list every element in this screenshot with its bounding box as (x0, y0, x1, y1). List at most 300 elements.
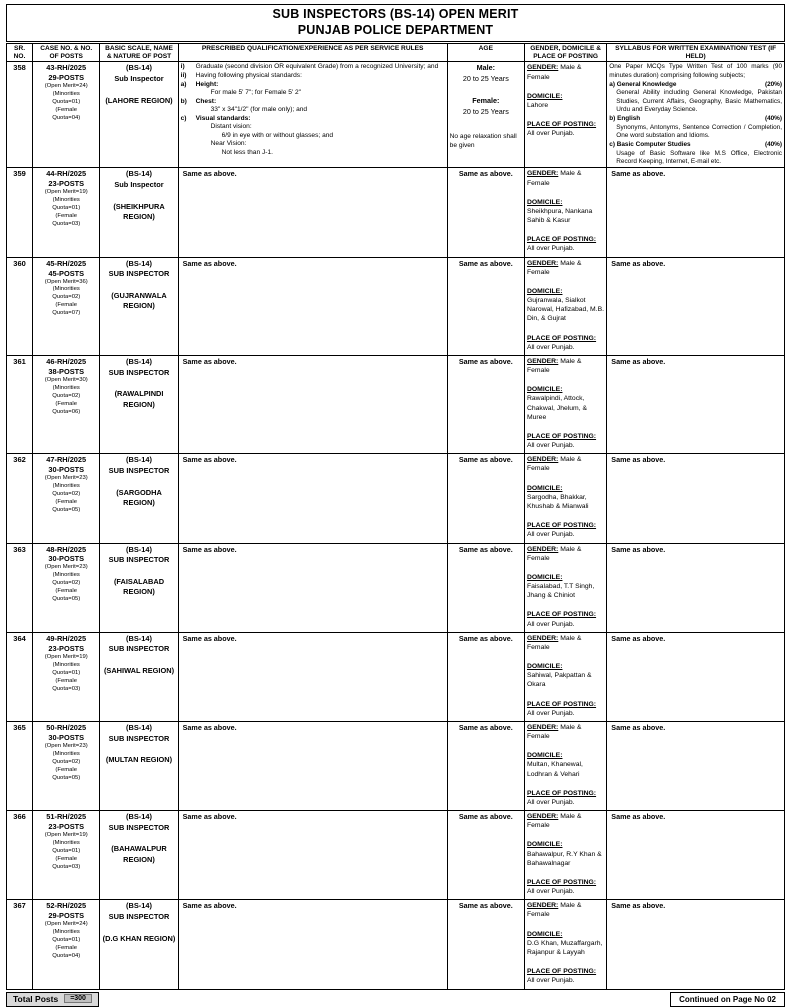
post-name: SUB INSPECTOR (108, 269, 170, 279)
cell-gender-domicile-posting (524, 168, 606, 257)
cell-gender-domicile-posting (524, 543, 606, 632)
cell-gender-domicile-posting (524, 355, 606, 453)
age-relaxation-note: No age relaxation shall be given (449, 133, 517, 149)
total-posts-label: Total Posts (13, 993, 59, 1004)
syllabus-intro: One Paper MCQs Type Written Test of 100 marks (90 minutes duration) comprising following subjects; (609, 63, 782, 79)
spacer (527, 326, 604, 334)
posting-label: PLACE OF POSTING: (526, 968, 597, 976)
quota-line: (Female (55, 766, 78, 773)
quota-line: (Minorities (52, 840, 80, 847)
cell-qualification: Same as above. (178, 900, 447, 989)
syllabus-marker: c) (609, 141, 615, 149)
post-name: SUB INSPECTOR (108, 912, 170, 922)
gender-value: Male & Female (526, 357, 582, 375)
case-number: 47-RH/2025 (46, 455, 87, 465)
quota-line: Quota=02) (52, 580, 81, 587)
total-posts-box (6, 992, 99, 1007)
syllabus-percent: (20%) (764, 81, 782, 89)
quota-line: (Open Merit=30) (44, 376, 88, 383)
spacer (527, 279, 604, 287)
syllabus-item-b (609, 115, 782, 123)
cell-sr: 363 (7, 543, 33, 632)
quota-line: (Minorities (52, 483, 80, 490)
cell-age: Same as above. (447, 454, 524, 543)
cell-age: Same as above. (447, 168, 524, 257)
cell-age: Same as above. (447, 543, 524, 632)
gender-label: GENDER: (526, 259, 559, 267)
posting-value: All over Punjab. (526, 130, 575, 138)
spacer (527, 565, 604, 573)
syllabus-detail-b: Synonyms, Antonyms, Sentence Correction / Completion, One word substation and Idioms. (616, 123, 782, 140)
cell-sr: 362 (7, 454, 33, 543)
cell-age: Same as above. (447, 355, 524, 453)
age-male-value: 20 to 25 Years (462, 74, 509, 84)
cell-case (33, 811, 100, 900)
domicile-label: DOMICILE: (526, 92, 563, 100)
posting-value: All over Punjab. (526, 531, 575, 539)
cell-gender-domicile-posting (524, 632, 606, 721)
continued-note: Continued on Page No 02 (670, 992, 785, 1007)
domicile-label: DOMICILE: (526, 841, 563, 849)
region-name: (BAHAWALPUR REGION) (111, 844, 167, 865)
posting-value: All over Punjab. (526, 343, 575, 351)
cell-case (33, 257, 100, 355)
case-number: 48-RH/2025 (46, 544, 87, 554)
cell-syllabus: Same as above. (607, 355, 785, 453)
cell-case (33, 900, 100, 989)
quota-line: (Female (55, 855, 78, 862)
quota-line: (Open Merit=24) (44, 921, 88, 928)
cell-age: Same as above. (447, 632, 524, 721)
table-row (7, 168, 785, 257)
quota-line: Quota=07) (52, 310, 81, 317)
cell-qualification: Same as above. (178, 543, 447, 632)
quota-line: Quota=04) (52, 115, 81, 122)
cell-case (33, 632, 100, 721)
cell-gender-domicile-posting (524, 62, 606, 168)
cell-age: Same as above. (447, 900, 524, 989)
quota-line: (Open Merit=23) (44, 475, 88, 482)
cell-scale (100, 721, 178, 810)
qual-marker: ii) (180, 71, 187, 79)
post-name: SUB INSPECTOR (108, 466, 170, 476)
quota-line: (Female (55, 302, 78, 309)
posting-label: PLACE OF POSTING: (526, 432, 597, 440)
page-title (6, 4, 785, 42)
case-number: 51-RH/2025 (46, 812, 87, 822)
cell-scale (100, 811, 178, 900)
header-age: AGE (447, 44, 524, 62)
quota-line: Quota=01) (52, 937, 81, 944)
qual-text: Graduate (second division OR equivalent Grade) from a recognized University; and (195, 63, 439, 71)
post-count: 29-POSTS (48, 73, 85, 83)
basic-scale: (BS-14) (126, 812, 152, 822)
basic-scale: (BS-14) (126, 544, 152, 554)
post-name: SUB INSPECTOR (108, 555, 170, 565)
posting-value: All over Punjab. (526, 798, 575, 806)
domicile-value: Sheikhpura, Nankana Sahib & Kasur (526, 207, 593, 225)
cell-qualification: Same as above. (178, 355, 447, 453)
domicile-value: Faisalabad, T.T Singh, Jhang & Chiniot (526, 583, 595, 600)
basic-scale: (BS-14) (126, 258, 152, 268)
cell-gender-domicile-posting (524, 900, 606, 989)
quota-line: (Female (55, 588, 78, 595)
syllabus-item-a (609, 81, 782, 89)
spacer (527, 513, 604, 521)
syllabus-title: Basic Computer Studies (616, 141, 691, 149)
region-name: (D.G KHAN REGION) (102, 933, 176, 943)
quota-line: Quota=01) (52, 99, 81, 106)
page-footer (6, 992, 785, 1007)
cell-qualification (178, 62, 447, 168)
spacer (527, 922, 604, 930)
syllabus-percent: (40%) (764, 141, 782, 149)
cell-scale (100, 900, 178, 989)
title-line-2: PUNJAB POLICE DEPARTMENT (297, 22, 494, 37)
case-number: 50-RH/2025 (46, 722, 87, 732)
region-name: (SAHIWAL REGION) (103, 665, 175, 675)
gender-value: Male & Female (526, 634, 582, 651)
cell-syllabus (607, 62, 785, 168)
cell-gender-domicile-posting (524, 454, 606, 543)
cell-qualification: Same as above. (178, 257, 447, 355)
region-name: (LAHORE REGION) (105, 95, 173, 105)
region-name: (RAWALPINDI REGION) (114, 389, 164, 409)
quota-line: Quota=04) (52, 953, 81, 960)
spacer (527, 692, 604, 700)
table-header (7, 44, 785, 62)
spacer (527, 959, 604, 967)
quota-line: (Open Merit=24) (44, 83, 88, 90)
cell-case (33, 454, 100, 543)
cell-case (33, 62, 100, 168)
cell-sr: 358 (7, 62, 33, 168)
basic-scale: (BS-14) (126, 63, 152, 73)
cell-syllabus: Same as above. (607, 168, 785, 257)
header-qualification: PRESCRIBED QUALIFICATION/EXPERIENCE AS PER SERVICE RULES (178, 44, 447, 62)
quota-line: Quota=01) (52, 848, 81, 855)
basic-scale: (BS-14) (126, 356, 152, 366)
quota-line: Quota=02) (52, 758, 81, 765)
case-number: 43-RH/2025 (46, 63, 87, 73)
gender-value: Male & Female (526, 545, 582, 562)
header-scale: BASIC SCALE, NAME & NATURE OF POST (100, 44, 178, 62)
table-row (7, 632, 785, 721)
gender-label: GENDER: (526, 723, 559, 731)
domicile-value: Sargodha, Bhakkar, Khushab & Mianwali (526, 493, 589, 510)
domicile-value: D.G Khan, Muzaffargarh, Rajanpur & Layyah (526, 939, 603, 956)
cell-syllabus: Same as above. (607, 543, 785, 632)
gender-value: Male & Female (526, 259, 582, 276)
cell-gender-domicile-posting (524, 257, 606, 355)
age-male-label: Male: (476, 63, 495, 73)
cell-syllabus: Same as above. (607, 721, 785, 810)
spacer (527, 112, 604, 120)
syllabus-title: English (617, 115, 641, 123)
post-count: 23-POSTS (48, 179, 85, 189)
quota-line: Quota=01) (52, 669, 81, 676)
qual-marker: a) (180, 80, 187, 88)
spacer (527, 190, 604, 198)
cell-syllabus: Same as above. (607, 900, 785, 989)
gender-label: GENDER: (526, 902, 559, 910)
quota-line: Quota=05) (52, 774, 81, 781)
qual-vision-distant-value: 6/9 in eye with or without glasses; and (221, 131, 334, 139)
gender-label: GENDER: (526, 456, 559, 464)
cell-scale (100, 632, 178, 721)
gender-label: GENDER: (526, 813, 559, 821)
posting-label: PLACE OF POSTING: (526, 700, 597, 708)
cell-scale (100, 257, 178, 355)
cell-scale (100, 454, 178, 543)
case-number: 52-RH/2025 (46, 901, 87, 911)
domicile-label: DOMICILE: (526, 386, 563, 394)
post-name: SUB INSPECTOR (108, 644, 170, 654)
spacer (527, 870, 604, 878)
cell-age: Same as above. (447, 721, 524, 810)
cell-age (447, 62, 524, 168)
total-posts-value: =300 (64, 994, 92, 1003)
syllabus-percent: (40%) (764, 115, 782, 123)
quota-line: Quota=02) (52, 491, 81, 498)
spacer (527, 781, 604, 789)
qual-item-a (181, 81, 445, 98)
table-row (7, 355, 785, 453)
gender-label: GENDER: (526, 545, 559, 553)
quota-line: (Minorities (52, 384, 80, 391)
quota-line: (Minorities (52, 572, 80, 579)
quota-line: Quota=02) (52, 294, 81, 301)
quota-line: (Open Merit=23) (44, 742, 88, 749)
spacer (527, 84, 604, 92)
region-name: (FAISALABAD REGION) (113, 576, 165, 597)
cell-sr: 367 (7, 900, 33, 989)
basic-scale: (BS-14) (126, 169, 152, 179)
domicile-label: DOMICILE: (526, 663, 563, 671)
post-name: SUB INSPECTOR (108, 733, 170, 743)
post-count: 38-POSTS (48, 366, 85, 376)
quota-line: (Female (55, 107, 78, 114)
spacer (527, 832, 604, 840)
qual-text: For male 5' 7"; for Female 5' 2" (210, 89, 302, 97)
basic-scale: (BS-14) (126, 901, 152, 911)
case-number: 44-RH/2025 (46, 169, 87, 179)
age-female-value: 20 to 25 Years (462, 106, 509, 116)
qual-item-ii (181, 72, 445, 81)
posting-value: All over Punjab. (526, 620, 575, 628)
cell-gender-domicile-posting (524, 811, 606, 900)
spacer (527, 602, 604, 610)
cell-qualification: Same as above. (178, 168, 447, 257)
qual-vision-distant: Distant vision: (210, 123, 252, 131)
quota-line: Quota=01) (52, 205, 81, 212)
post-count: 23-POSTS (48, 643, 85, 653)
post-name: Sub Inspector (114, 180, 164, 190)
quota-line: Quota=05) (52, 596, 81, 603)
cell-sr: 359 (7, 168, 33, 257)
cell-qualification: Same as above. (178, 811, 447, 900)
domicile-label: DOMICILE: (526, 573, 563, 581)
quota-line: Quota=06) (52, 408, 81, 415)
basic-scale: (BS-14) (126, 455, 152, 465)
gender-value: Male & Female (526, 902, 582, 919)
cell-syllabus: Same as above. (607, 811, 785, 900)
table-row (7, 454, 785, 543)
table-row (7, 257, 785, 355)
spacer (527, 654, 604, 662)
posting-label: PLACE OF POSTING: (526, 334, 597, 342)
gender-value: Male & Female (526, 813, 582, 830)
header-gender: GENDER, DOMICILE & PLACE OF POSTING (524, 44, 606, 62)
posting-value: All over Punjab. (526, 709, 575, 717)
quota-line: (Female (55, 677, 78, 684)
posting-value: All over Punjab. (526, 888, 575, 896)
spacer (527, 424, 604, 432)
quota-line: (Minorities (52, 286, 80, 293)
cell-scale (100, 62, 178, 168)
cell-age: Same as above. (447, 811, 524, 900)
region-name: (MULTAN REGION) (105, 755, 173, 765)
post-count: 45-POSTS (48, 268, 85, 278)
cell-qualification: Same as above. (178, 632, 447, 721)
quota-line: Quota=03) (52, 221, 81, 228)
posting-label: PLACE OF POSTING: (526, 121, 597, 129)
quota-line: Quota=05) (52, 507, 81, 514)
gender-value: Male & Female (526, 723, 582, 741)
post-name: Sub Inspector (114, 74, 164, 84)
cell-scale (100, 355, 178, 453)
quota-line: (Female (55, 213, 78, 220)
domicile-label: DOMICILE: (526, 484, 563, 492)
region-name: (SHEIKHPURA REGION) (113, 201, 165, 222)
cell-case (33, 721, 100, 810)
quota-line: (Open Merit=36) (44, 278, 88, 285)
region-name: (SARGODHA REGION) (116, 487, 162, 508)
post-name: SUB INSPECTOR (108, 367, 170, 377)
domicile-label: DOMICILE: (526, 198, 563, 206)
domicile-label: DOMICILE: (526, 752, 563, 760)
domicile-value: Gujranwala, Sialkot Narowal, Hafizabad, M.B. Din, & Gujrat (526, 297, 605, 323)
syllabus-marker: a) (609, 81, 615, 89)
post-count: 30-POSTS (48, 732, 85, 742)
post-name: SUB INSPECTOR (108, 822, 170, 832)
qual-text: Having following physical standards: (195, 71, 302, 79)
quota-line: Quota=03) (52, 685, 81, 692)
header-syllabus: SYLLABUS FOR WRITTEN EXAMINATION/ TEST (IF HELD) (607, 44, 785, 62)
quota-line: (Female (55, 499, 78, 506)
posting-label: PLACE OF POSTING: (526, 611, 597, 619)
qual-vision-near: Near Vision: (210, 140, 247, 148)
syllabus-item-c (609, 141, 782, 149)
gender-value: Male & Female (526, 170, 582, 187)
syllabus-detail-c: Usage of Basic Software like M.S Office, Electronic Record Keeping, Internet, E-mail etc. (616, 149, 782, 166)
qual-marker: b) (180, 97, 187, 105)
domicile-value: Rawalpindi, Attock, Chakwal, Jhelum, & Muree (526, 395, 588, 421)
cell-scale (100, 168, 178, 257)
cell-sr: 366 (7, 811, 33, 900)
post-count: 30-POSTS (48, 554, 85, 564)
posting-value: All over Punjab. (526, 442, 575, 450)
qual-label: Visual standards: (195, 114, 251, 122)
qual-item-i (181, 63, 445, 72)
case-number: 46-RH/2025 (46, 356, 87, 366)
table-body (7, 62, 785, 989)
posts-table (6, 43, 785, 989)
posting-value: All over Punjab. (526, 245, 575, 253)
qual-marker: c) (180, 114, 187, 122)
quota-line: (Minorities (52, 197, 80, 204)
basic-scale: (BS-14) (126, 722, 152, 732)
cell-qualification: Same as above. (178, 721, 447, 810)
case-number: 45-RH/2025 (46, 258, 87, 268)
quota-line: (Open Merit=19) (44, 832, 88, 839)
posting-label: PLACE OF POSTING: (526, 522, 597, 530)
region-name: (GUJRANWALA REGION) (111, 290, 167, 311)
qual-item-c (181, 115, 445, 158)
table-row (7, 62, 785, 168)
cell-sr: 360 (7, 257, 33, 355)
cell-sr: 364 (7, 632, 33, 721)
table-row (7, 900, 785, 989)
cell-case (33, 355, 100, 453)
syllabus-detail-a: General Ability including General Knowledge, Pakistan Studies, Current Affairs, Geography, Basic Mathematics, Urdu and Everyday Science. (616, 89, 782, 114)
post-count: 29-POSTS (48, 911, 85, 921)
cell-sr: 365 (7, 721, 33, 810)
qual-label: Height: (195, 80, 219, 88)
quota-line: (Minorities (52, 91, 80, 98)
basic-scale: (BS-14) (126, 633, 152, 643)
gender-label: GENDER: (526, 64, 559, 72)
qual-vision-near-value: Not less than J-1. (221, 149, 273, 157)
cell-gender-domicile-posting (524, 721, 606, 810)
post-count: 23-POSTS (48, 822, 85, 832)
table-row (7, 721, 785, 810)
gender-label: GENDER: (526, 170, 559, 178)
cell-qualification: Same as above. (178, 454, 447, 543)
case-number: 49-RH/2025 (46, 633, 87, 643)
cell-scale (100, 543, 178, 632)
quota-line: (Minorities (52, 661, 80, 668)
syllabus-title: General Knowledge (616, 81, 677, 89)
cell-syllabus: Same as above. (607, 257, 785, 355)
cell-case (33, 168, 100, 257)
domicile-value: Sahiwal, Pakpattan & Okara (526, 672, 592, 689)
cell-syllabus: Same as above. (607, 454, 785, 543)
posting-label: PLACE OF POSTING: (526, 236, 597, 244)
domicile-label: DOMICILE: (526, 930, 563, 938)
cell-age: Same as above. (447, 257, 524, 355)
header-sr: SR. NO. (7, 44, 33, 62)
qual-item-b (181, 98, 445, 115)
quota-line: (Minorities (52, 750, 80, 757)
quota-line: Quota=03) (52, 863, 81, 870)
domicile-value: Lahore (526, 101, 549, 109)
syllabus-marker: b) (609, 115, 616, 123)
quota-line: (Female (55, 400, 78, 407)
quota-line: (Open Merit=19) (44, 189, 88, 196)
age-female-label: Female: (472, 95, 500, 105)
cell-syllabus: Same as above. (607, 632, 785, 721)
table-row (7, 543, 785, 632)
cell-case (33, 543, 100, 632)
posting-value: All over Punjab. (526, 977, 575, 985)
quota-line: (Open Merit=19) (44, 653, 88, 660)
qual-text: 33" x 34"1/2" (for male only); and (210, 106, 308, 114)
gender-label: GENDER: (526, 357, 559, 365)
spacer (527, 227, 604, 235)
domicile-value: Bahawalpur, R.Y Khan & Bahawalnagar (526, 850, 602, 867)
quota-line: (Female (55, 945, 78, 952)
